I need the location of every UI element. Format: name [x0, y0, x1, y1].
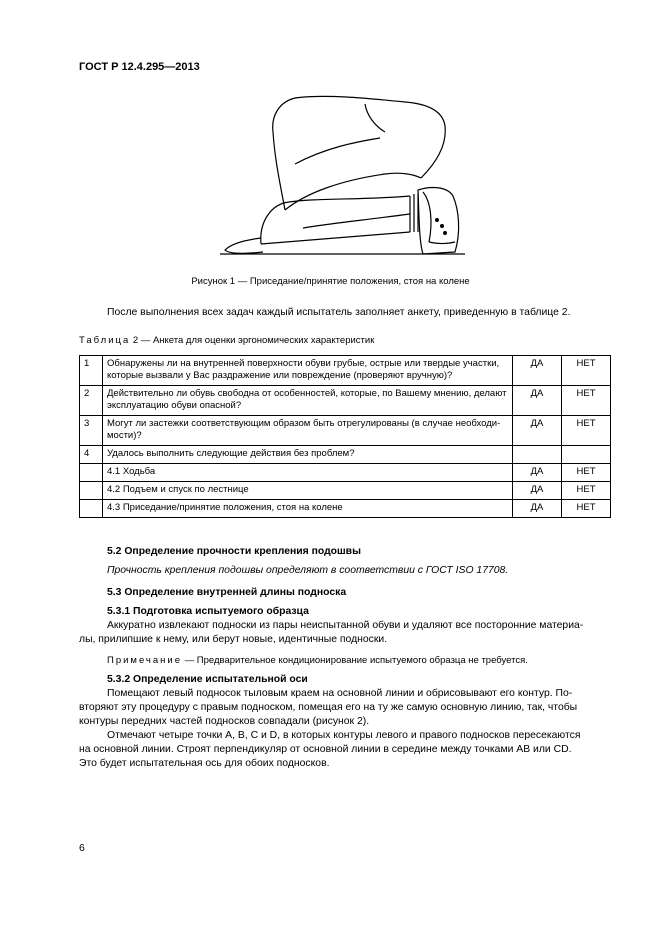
note-text: — Предварительное кондиционирование испытуемого образца не требуется. — [184, 655, 528, 666]
answer-yes: ДА — [513, 464, 562, 482]
section-5-2-heading: 5.2 Определение прочности крепления подошвы — [107, 546, 361, 557]
row-number: 1 — [80, 356, 103, 386]
row-number — [80, 464, 103, 482]
section-5-3-heading: 5.3 Определение внутренней длины подноска — [107, 587, 347, 598]
lower-leg-outline — [261, 196, 410, 244]
row-number: 4 — [80, 446, 103, 464]
table-row — [80, 500, 611, 518]
row-question: Обнаружены ли на внутренней поверхности обуви грубые, острые или твердые участки, которые вызвали у Вас раздражение или повреждение (проверяют вручную)? — [103, 356, 513, 386]
table-caption-text: 2 — Анкета для оценки эргономических характеристик — [132, 335, 375, 346]
table-row — [80, 386, 611, 416]
table-row — [80, 416, 611, 446]
table-caption — [79, 335, 374, 346]
torso-outline — [273, 96, 446, 178]
row-number: 2 — [80, 386, 103, 416]
row-number — [80, 500, 103, 518]
row-question: Действительно ли обувь свободна от особенностей, которые, по Вашему мнению, делают эксплуатацию обуви опасной? — [103, 386, 513, 416]
front-foot-outline — [225, 238, 263, 253]
page-number: 6 — [79, 843, 85, 854]
intro-paragraph: После выполнения всех задач каждый испытатель заполняет анкету, приведенную в таблице 2. — [107, 307, 571, 318]
answer-yes: ДА — [513, 500, 562, 518]
table-caption-word: Таблица — [79, 335, 131, 346]
answer-no: НЕТ — [562, 500, 611, 518]
row-number — [80, 482, 103, 500]
row-question: 4.3 Приседание/принятие положения, стоя на колене — [103, 500, 513, 518]
section-5-3-2-heading: 5.3.2 Определение испытательной оси — [107, 674, 308, 685]
answer-no — [562, 446, 611, 464]
answer-no: НЕТ — [562, 386, 611, 416]
answer-yes: ДА — [513, 356, 562, 386]
table-row — [80, 356, 611, 386]
section-5-3-2-p1-line1: Помещают левый подносок тыловым краем на основной линии и обрисовывают его контур. По- — [107, 688, 573, 699]
document-code: ГОСТ Р 12.4.295—2013 — [79, 61, 200, 73]
section-5-3-1-line2: лы, прилипшие к нему, или берут новые, идентичные подноски. — [79, 634, 388, 645]
section-5-3-2-p1-line2: вторяют эту процедуру с правым подноском, помещая его на ту же самую основную линию, так, чтобы — [79, 702, 578, 713]
answer-no: НЕТ — [562, 464, 611, 482]
answer-yes: ДА — [513, 386, 562, 416]
table-row — [80, 482, 611, 500]
answer-no: НЕТ — [562, 416, 611, 446]
answer-yes: ДА — [513, 416, 562, 446]
answer-no: НЕТ — [562, 356, 611, 386]
section-5-3-2-p2-line3: Это будет испытательная ось для обоих подносков. — [79, 758, 330, 769]
answer-no: НЕТ — [562, 482, 611, 500]
rear-leg-outline — [273, 132, 285, 210]
row-number: 3 — [80, 416, 103, 446]
kneeling-figure-illustration — [215, 92, 470, 262]
row-question: Могут ли застежки соответствующим образом быть отрегулированы (в случае необходи-мости)? — [103, 416, 513, 446]
section-5-3-2-p1-line3: контуры передних частей подносков совпадали (рисунок 2). — [79, 716, 370, 727]
section-5-3-2-p2-line1: Отмечают четыре точки A, B, C и D, в которых контуры левого и правого подносков пересекаются — [107, 730, 581, 741]
section-5-2-text: Прочность крепления подошвы определяют в соответствии с ГОСТ ISO 17708. — [107, 565, 509, 576]
answer-yes: ДА — [513, 482, 562, 500]
row-question: 4.1 Ходьба — [103, 464, 513, 482]
table-row — [80, 446, 611, 464]
note — [107, 655, 528, 666]
row-question: 4.2 Подъем и спуск по лестнице — [103, 482, 513, 500]
figure-caption: Рисунок 1 — Приседание/принятие положения, стоя на колене — [191, 276, 470, 287]
answer-yes — [513, 446, 562, 464]
row-question: Удалось выполнить следующие действия без проблем? — [103, 446, 513, 464]
questionnaire-table — [79, 355, 611, 518]
thigh-outline — [285, 173, 421, 210]
table-row — [80, 464, 611, 482]
note-label: Примечание — [107, 655, 182, 666]
section-5-3-2-p2-line2: на основной линии. Строят перпендикуляр от основной линии в середине между точками АВ или CD. — [79, 744, 572, 755]
section-5-3-1-line1: Аккуратно извлекают подноски из пары неиспытанной обуви и удаляют все посторонние материа- — [107, 620, 584, 631]
section-5-3-1-heading: 5.3.1 Подготовка испытуемого образца — [107, 606, 309, 617]
